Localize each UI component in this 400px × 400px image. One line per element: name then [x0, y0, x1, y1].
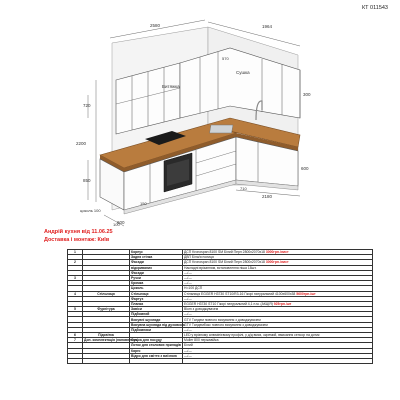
dim-height-lower: 850: [83, 178, 91, 183]
table-row: [68, 358, 373, 363]
row-value: [183, 358, 373, 363]
row-value-text: GTV Тандем повного висування з доводжувачем: [184, 317, 261, 322]
row-key: Стільниця: [130, 291, 183, 296]
row-section: Стільниця: [83, 291, 130, 296]
row-key: Задня стінка: [130, 255, 183, 260]
row-value-text: Muller 800 нержавійка: [184, 338, 219, 343]
dim-small-c: 710: [240, 186, 247, 191]
row-key: Висувні шухляди: [130, 317, 183, 322]
row-section: Підсвітка: [83, 333, 130, 338]
row-price: 3000грн./лист: [265, 250, 289, 255]
row-value-text: —/—: [184, 276, 192, 281]
dim-right-bottom: 600: [301, 166, 309, 171]
row-key: Завіси: [130, 307, 183, 312]
row-key: Ручки: [130, 275, 183, 280]
row-number: 1: [68, 250, 83, 255]
spec-table: [67, 249, 373, 364]
row-value-text: —/—: [184, 270, 192, 275]
row-key: Планка: [130, 301, 183, 306]
row-value-text: —/—: [184, 348, 192, 353]
row-value-text: ДВП Біла/я полиця: [184, 255, 214, 260]
row-number: 2: [68, 260, 83, 265]
row-value-text: Білий: [184, 343, 193, 348]
dim-small-a: 570: [222, 56, 229, 61]
dim-small-b: 150: [140, 201, 147, 206]
row-value-text: ДСП Kronospan 8100 SM Білий Перл 2800х2070х18: [184, 250, 266, 255]
dim-upper-right: 300: [303, 92, 311, 97]
row-value-text: EGGER H3730 ST10 Гікорі натуральний 4,1 п.м. (АКЦІЯ): [184, 301, 274, 306]
delivery-note: Доставка і монтаж: Київ: [44, 237, 110, 243]
row-number: 7: [68, 338, 83, 343]
row-price: 5600грн./шт: [296, 291, 316, 296]
row-key: Корпус: [130, 250, 183, 255]
row-key: Підйомники: [130, 327, 183, 332]
row-number: [68, 358, 83, 363]
row-key: Підйомний: [130, 312, 183, 317]
dim-top-width: 2580: [150, 23, 161, 28]
dim-plinth: 100: [113, 222, 120, 227]
row-key: Лоток для столових приладів: [131, 343, 182, 348]
row-value-text: —/—: [184, 312, 192, 317]
row-value-text: —/—: [184, 353, 192, 358]
row-key: відкриваних: [130, 265, 183, 270]
dim-left-width: 600: [117, 220, 125, 225]
dim-height-upper: 720: [83, 103, 91, 108]
row-key: Фасади: [130, 270, 183, 275]
row-number: 5: [68, 307, 83, 312]
row-value-text: Blum з доводжувачем: [184, 307, 219, 312]
hood-label: Витяжка: [162, 84, 180, 89]
row-value-text: Накладні врізанням, встановлення ніша 18шт.: [184, 265, 257, 270]
row-value-text: —/—: [184, 296, 192, 301]
row-key: Фасади: [130, 260, 183, 265]
row-value-text: —/—: [184, 281, 192, 286]
row-number: 4: [68, 291, 83, 296]
row-value-text: —/—: [184, 327, 192, 332]
author-note: Андрій кухня від 11.06.25: [44, 229, 113, 235]
row-key: Сушка для посуду: [130, 338, 183, 343]
row-value-text: LED у врізному алюмінієвому профілі, у д/д вмиз, окремий, вмикання сенсор на дотик: [184, 333, 320, 338]
row-key: [130, 358, 183, 363]
row-section: Фурнітура: [83, 307, 130, 312]
row-key: Висувна шухляда під духовкою: [131, 322, 185, 327]
row-number: 3: [68, 275, 83, 280]
row-section: Доп. комплектація (наповнення): [84, 338, 139, 343]
row-number: 6: [68, 333, 83, 338]
row-price: 3000грн./лист: [265, 260, 289, 265]
row-section: [83, 358, 130, 363]
document-code: КТ 011543: [361, 5, 388, 11]
row-value-text: Н=100 ДСП: [184, 286, 203, 291]
row-key: Карго: [130, 348, 183, 353]
dryer-label: Сушка: [236, 70, 250, 75]
row-key: Кромка: [130, 281, 183, 286]
row-key: Фартух: [130, 296, 183, 301]
dim-bottom-right: 2180: [262, 194, 273, 199]
row-price: 925грн./шт: [273, 301, 292, 306]
row-key: Відро для сміття з виїзною: [130, 353, 183, 358]
plinth-note: цоколь 100: [80, 208, 101, 213]
row-value-text: Стільниця EGGER H3730 ST10/R3-16 Гікорі натуральний 4100х600х38: [184, 291, 297, 296]
dim-height-total: 2200: [76, 141, 87, 146]
row-value-text: ДСП Kronospan 8100 SM Білий Перл 2800х2070х18: [184, 260, 266, 265]
dim-right-depth: 1964: [262, 24, 273, 29]
row-value-text: GTV Тандембокс повного висування з доводжувачем: [184, 322, 268, 327]
row-key: Цоколь: [130, 286, 183, 291]
